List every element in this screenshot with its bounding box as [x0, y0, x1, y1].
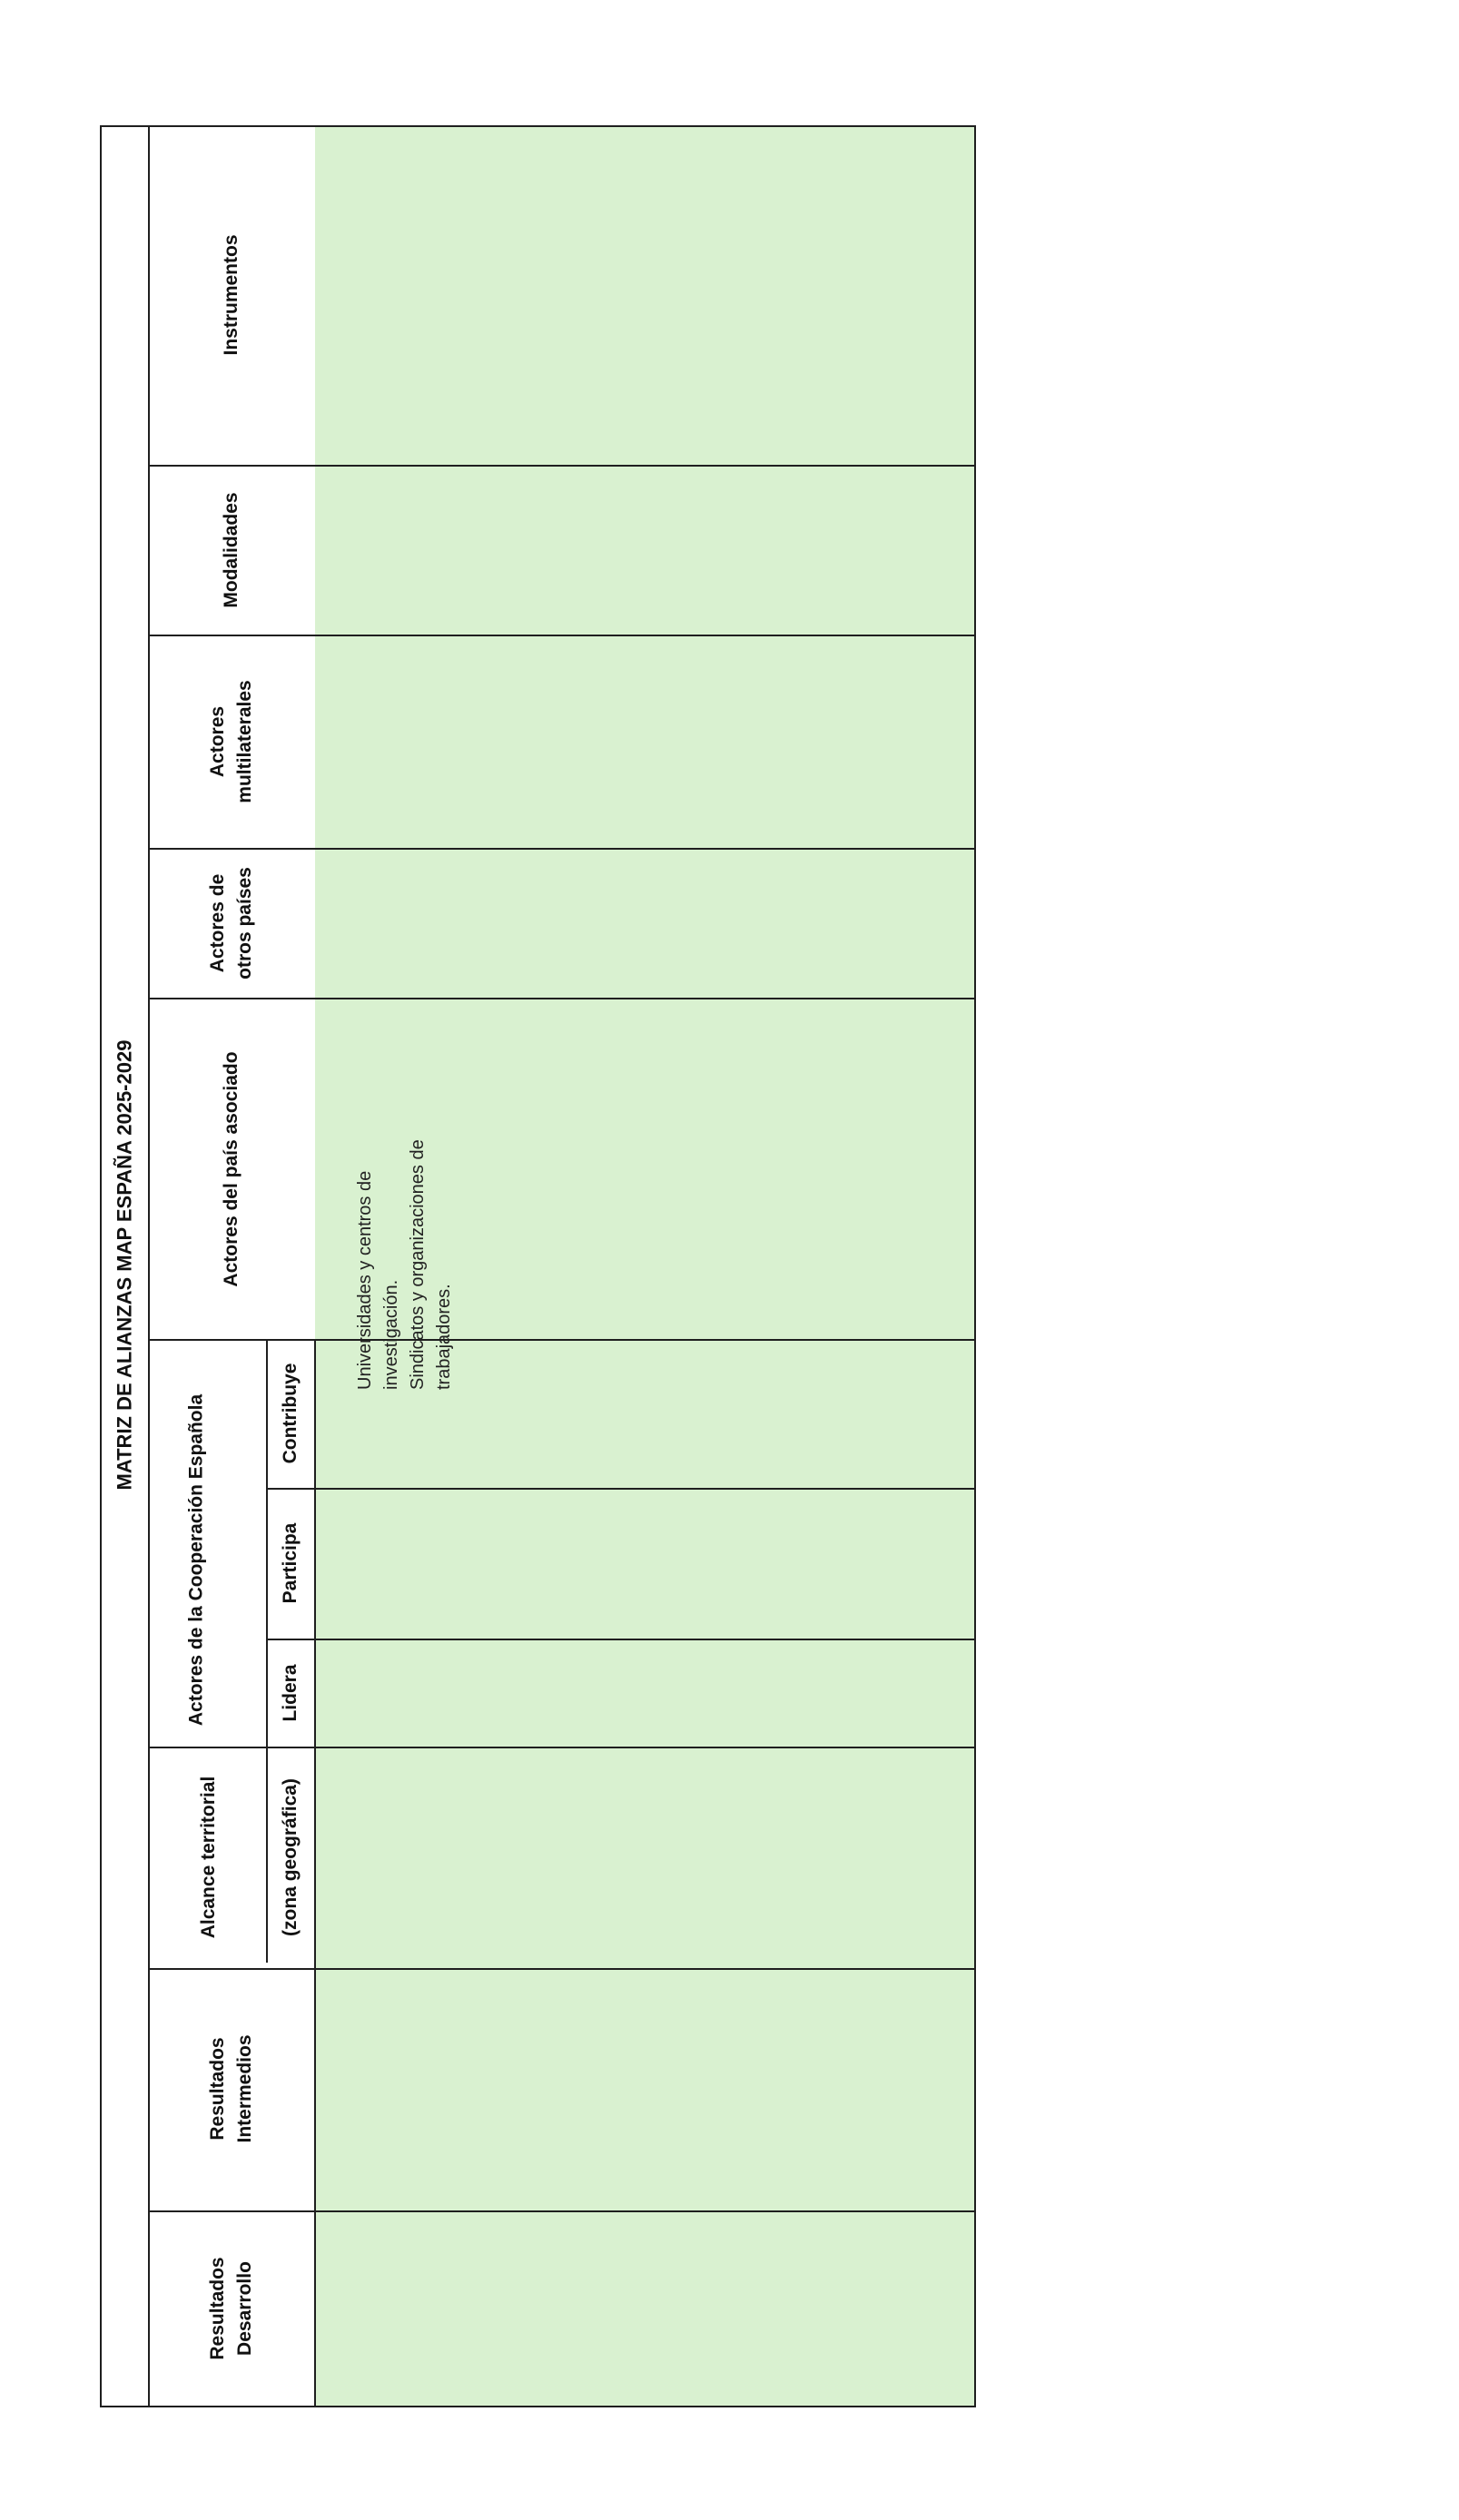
header-zona-geografica: (zona geográfica)	[280, 1778, 301, 1936]
matrix-title: MATRIZ DE ALIANZAS MAP ESPAÑA 2025-2029	[113, 1039, 135, 1491]
header-resultados-intermedios: Resultados Intermedios	[207, 2034, 255, 2143]
header-actores-otros-paises: Actores de otros países	[207, 867, 255, 979]
header-actores-pais-asociado: Actores del país asociado	[221, 1051, 242, 1287]
header-resultados-desarrollo: Resultados Desarrollo	[207, 2257, 255, 2360]
header-contribuye: Contribuye	[280, 1363, 301, 1464]
alliance-matrix-table	[100, 125, 976, 2407]
header-lidera: Lidera	[280, 1664, 301, 1722]
header-actores-multilaterales: Actores multilaterales	[207, 680, 255, 803]
cell-actores-pais-asociado: Universidades y centros de investigación. Sindicatos y organizaciones de trabajadores.	[355, 1139, 454, 1390]
header-participa: Participa	[280, 1522, 301, 1604]
row-line	[266, 1488, 976, 1490]
header-actores-cooperacion-espanola: Actores de la Cooperación Española	[185, 1393, 206, 1727]
header-instrumentos: Instrumentos	[221, 234, 242, 356]
header-alcance-territorial: Alcance territorial	[198, 1776, 219, 1939]
row-line	[266, 1639, 976, 1640]
header-modalidades: Modalidades	[221, 492, 242, 608]
